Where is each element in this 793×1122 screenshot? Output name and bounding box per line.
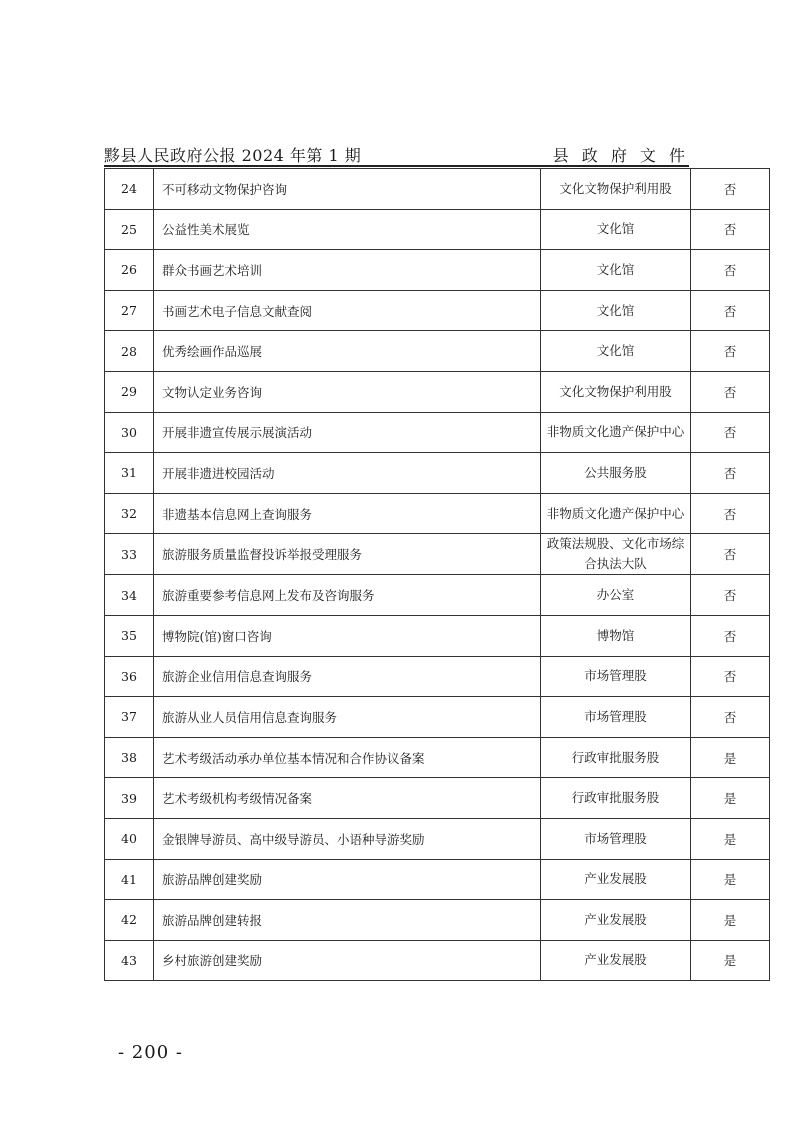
table-row bbox=[105, 331, 770, 372]
service-list-table bbox=[104, 168, 770, 981]
table-row bbox=[105, 778, 770, 819]
service-name: 乡村旅游创建奖励 bbox=[154, 940, 541, 981]
service-name: 开展非遗宣传展示展演活动 bbox=[154, 412, 541, 453]
flag-cell: 否 bbox=[691, 250, 770, 291]
flag-cell: 是 bbox=[691, 940, 770, 981]
row-number: 26 bbox=[105, 250, 154, 291]
row-number: 43 bbox=[105, 940, 154, 981]
table-row bbox=[105, 737, 770, 778]
service-name: 优秀绘画作品巡展 bbox=[154, 331, 541, 372]
row-number: 29 bbox=[105, 371, 154, 412]
row-number: 41 bbox=[105, 859, 154, 900]
department: 公共服务股 bbox=[541, 453, 691, 494]
service-name: 旅游服务质量监督投诉举报受理服务 bbox=[154, 534, 541, 575]
publication-title: 黟县人民政府公报 2024 年第 1 期 bbox=[104, 146, 362, 165]
service-name: 公益性美术展览 bbox=[154, 209, 541, 250]
flag-cell: 是 bbox=[691, 818, 770, 859]
row-number: 30 bbox=[105, 412, 154, 453]
flag-cell: 否 bbox=[691, 412, 770, 453]
service-name: 非遗基本信息网上查询服务 bbox=[154, 493, 541, 534]
table-row bbox=[105, 250, 770, 291]
row-number: 36 bbox=[105, 656, 154, 697]
flag-cell: 否 bbox=[691, 169, 770, 210]
flag-cell: 是 bbox=[691, 737, 770, 778]
table-row bbox=[105, 818, 770, 859]
table-row bbox=[105, 534, 770, 575]
table-row bbox=[105, 615, 770, 656]
flag-cell: 否 bbox=[691, 331, 770, 372]
table-row bbox=[105, 900, 770, 941]
row-number: 38 bbox=[105, 737, 154, 778]
service-name: 金银牌导游员、高中级导游员、小语种导游奖励 bbox=[154, 818, 541, 859]
table-row bbox=[105, 656, 770, 697]
department: 文化馆 bbox=[541, 290, 691, 331]
department: 产业发展股 bbox=[541, 940, 691, 981]
service-name: 不可移动文物保护咨询 bbox=[154, 169, 541, 210]
flag-cell: 否 bbox=[691, 371, 770, 412]
section-title: 县 政 府 文 件 bbox=[552, 146, 689, 165]
row-number: 27 bbox=[105, 290, 154, 331]
flag-cell: 否 bbox=[691, 697, 770, 738]
service-name: 艺术考级机构考级情况备案 bbox=[154, 778, 541, 819]
table-row bbox=[105, 859, 770, 900]
service-name: 旅游品牌创建奖励 bbox=[154, 859, 541, 900]
row-number: 33 bbox=[105, 534, 154, 575]
header-rule bbox=[104, 165, 689, 167]
flag-cell: 否 bbox=[691, 615, 770, 656]
department: 非物质文化遗产保护中心 bbox=[541, 412, 691, 453]
table-row bbox=[105, 169, 770, 210]
table-row bbox=[105, 493, 770, 534]
service-name: 开展非遗进校园活动 bbox=[154, 453, 541, 494]
service-name: 文物认定业务咨询 bbox=[154, 371, 541, 412]
department: 市场管理股 bbox=[541, 697, 691, 738]
department: 办公室 bbox=[541, 575, 691, 616]
service-name: 旅游企业信用信息查询服务 bbox=[154, 656, 541, 697]
row-number: 35 bbox=[105, 615, 154, 656]
service-name: 旅游重要参考信息网上发布及咨询服务 bbox=[154, 575, 541, 616]
row-number: 32 bbox=[105, 493, 154, 534]
department: 文化文物保护利用股 bbox=[541, 169, 691, 210]
flag-cell: 否 bbox=[691, 493, 770, 534]
table-row bbox=[105, 209, 770, 250]
table-row bbox=[105, 371, 770, 412]
flag-cell: 是 bbox=[691, 859, 770, 900]
row-number: 40 bbox=[105, 818, 154, 859]
department: 文化馆 bbox=[541, 209, 691, 250]
row-number: 34 bbox=[105, 575, 154, 616]
service-name: 旅游品牌创建转报 bbox=[154, 900, 541, 941]
table-row bbox=[105, 697, 770, 738]
department: 行政审批服务股 bbox=[541, 778, 691, 819]
row-number: 25 bbox=[105, 209, 154, 250]
flag-cell: 否 bbox=[691, 290, 770, 331]
row-number: 42 bbox=[105, 900, 154, 941]
page-header bbox=[104, 141, 689, 167]
department: 文化文物保护利用股 bbox=[541, 371, 691, 412]
service-name: 群众书画艺术培训 bbox=[154, 250, 541, 291]
flag-cell: 否 bbox=[691, 534, 770, 575]
department: 政策法规股、文化市场综合执法大队 bbox=[541, 534, 691, 575]
department: 市场管理股 bbox=[541, 656, 691, 697]
row-number: 31 bbox=[105, 453, 154, 494]
table-row bbox=[105, 940, 770, 981]
row-number: 37 bbox=[105, 697, 154, 738]
department: 产业发展股 bbox=[541, 859, 691, 900]
page-number: - 200 - bbox=[118, 1042, 183, 1063]
department: 产业发展股 bbox=[541, 900, 691, 941]
table-row bbox=[105, 412, 770, 453]
flag-cell: 否 bbox=[691, 656, 770, 697]
service-name: 书画艺术电子信息文献查阅 bbox=[154, 290, 541, 331]
department: 文化馆 bbox=[541, 250, 691, 291]
flag-cell: 否 bbox=[691, 453, 770, 494]
table-row bbox=[105, 453, 770, 494]
row-number: 39 bbox=[105, 778, 154, 819]
flag-cell: 否 bbox=[691, 209, 770, 250]
department: 文化馆 bbox=[541, 331, 691, 372]
table-row bbox=[105, 290, 770, 331]
department: 行政审批服务股 bbox=[541, 737, 691, 778]
table-body bbox=[105, 169, 770, 981]
service-name: 艺术考级活动承办单位基本情况和合作协议备案 bbox=[154, 737, 541, 778]
row-number: 24 bbox=[105, 169, 154, 210]
department: 非物质文化遗产保护中心 bbox=[541, 493, 691, 534]
service-name: 博物院(馆)窗口咨询 bbox=[154, 615, 541, 656]
department: 博物馆 bbox=[541, 615, 691, 656]
flag-cell: 否 bbox=[691, 575, 770, 616]
flag-cell: 是 bbox=[691, 900, 770, 941]
service-name: 旅游从业人员信用信息查询服务 bbox=[154, 697, 541, 738]
row-number: 28 bbox=[105, 331, 154, 372]
department: 市场管理股 bbox=[541, 818, 691, 859]
table-row bbox=[105, 575, 770, 616]
flag-cell: 是 bbox=[691, 778, 770, 819]
